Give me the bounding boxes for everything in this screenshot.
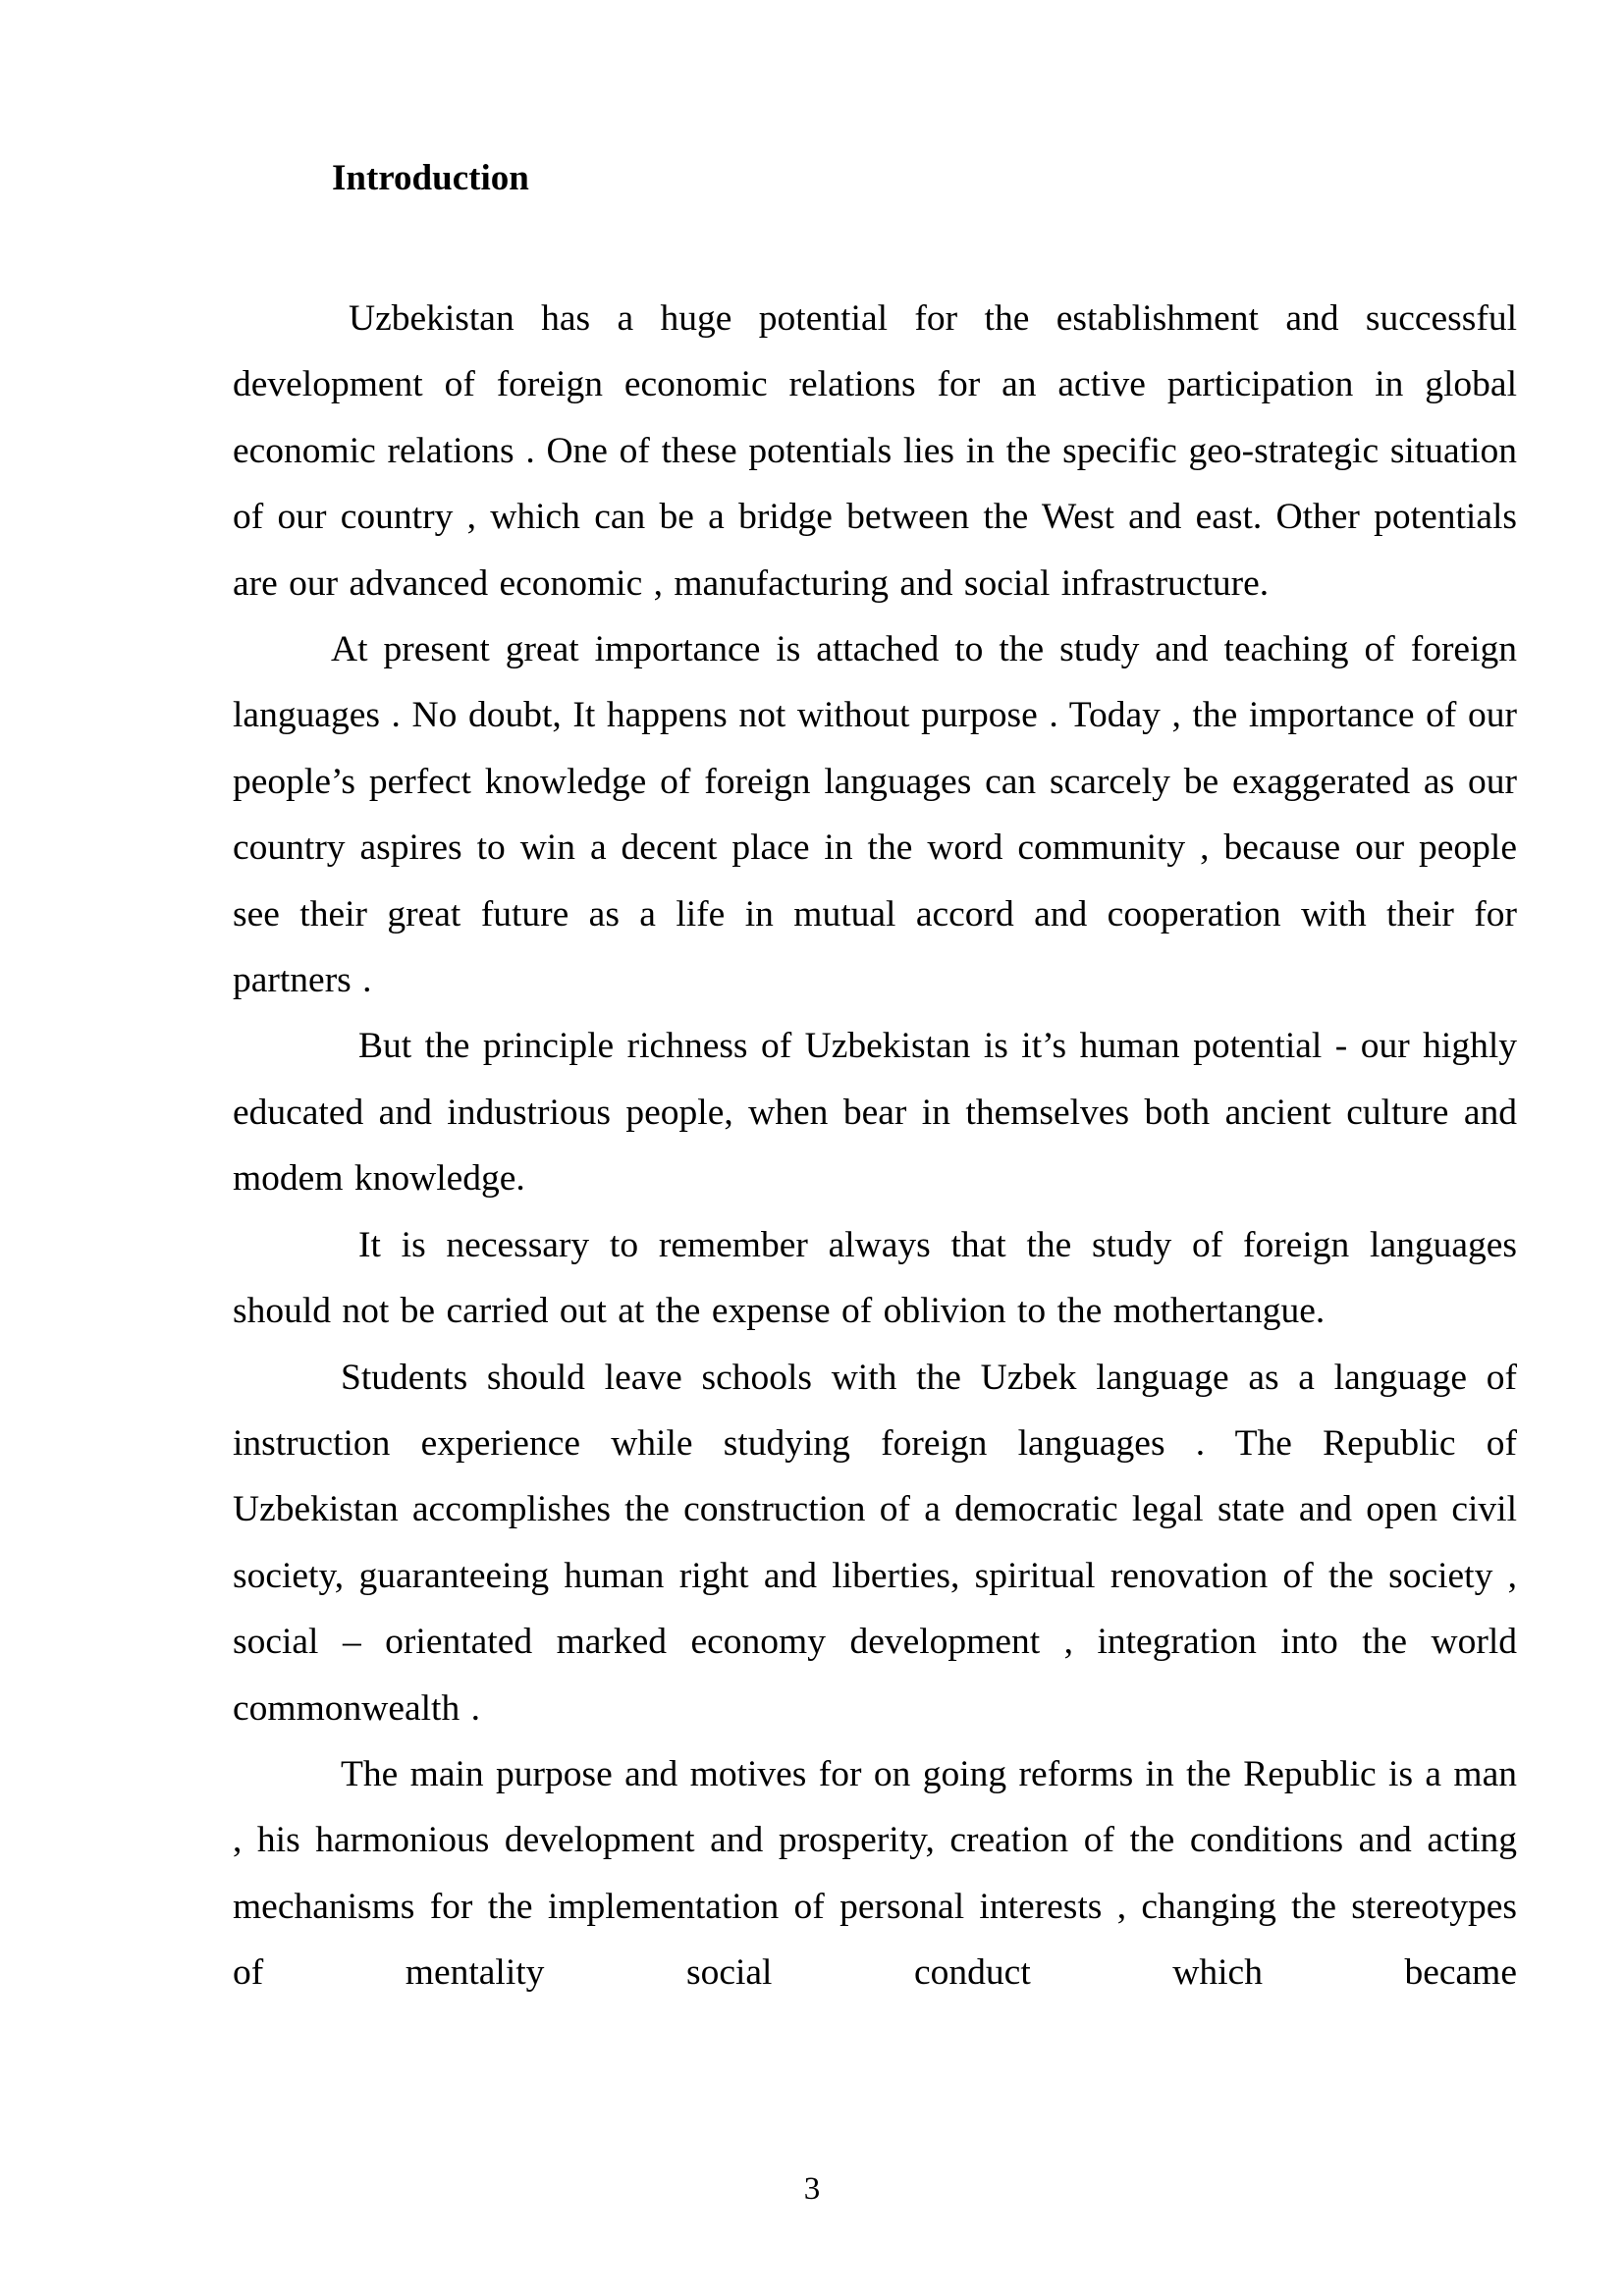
paragraph-5: Students should leave schools with the Uzbek language as a language of instruction experience while studying foreign languages . The Republic of Uzbekistan accomplishes the construction of a democratic legal state and open civil society, guaranteeing human right and liberties, spiritual renovation of the society , social – orientated marked economy development , integration into the world commonwealth .: [233, 1357, 1517, 1729]
section-heading: Introduction: [332, 158, 529, 198]
paragraph-4: It is necessary to remember always that the study of foreign languages should not be carried out at the expense of oblivion to the mothertangue.: [233, 1224, 1517, 1332]
paragraph-2: At present great importance is attached to the study and teaching of foreign languages . No doubt, It happens not without purpose . Today , the importance of our people’s perfect knowledge of foreign languages can scarcely be exaggerated as our country aspires to win a decent place in the word community , because our people see their great future as a life in mutual accord and cooperation with their for partners .: [233, 629, 1517, 1001]
page-number: 3: [803, 2171, 821, 2207]
body-text: [233, 286, 1517, 2006]
paragraph-1: Uzbekistan has a huge potential for the establishment and successful development of foreign economic relations for an active participation in global economic relations . One of these potentials lies in the specific geo-strategic situation of our country , which can be a bridge between the West and east. Other potentials are our advanced economic , manufacturing and social infrastructure.: [233, 298, 1517, 604]
paragraph-6: The main purpose and motives for on going reforms in the Republic is a man , his harmonious development and prosperity, creation of the conditions and acting mechanisms for the implementation of personal interests , changing the stereotypes of mentality social conduct which became: [233, 1753, 1517, 1994]
paragraph-3: But the principle richness of Uzbekistan is it’s human potential - our highly educated and industrious people, when bear in themselves both ancient culture and modem knowledge.: [233, 1026, 1517, 1200]
